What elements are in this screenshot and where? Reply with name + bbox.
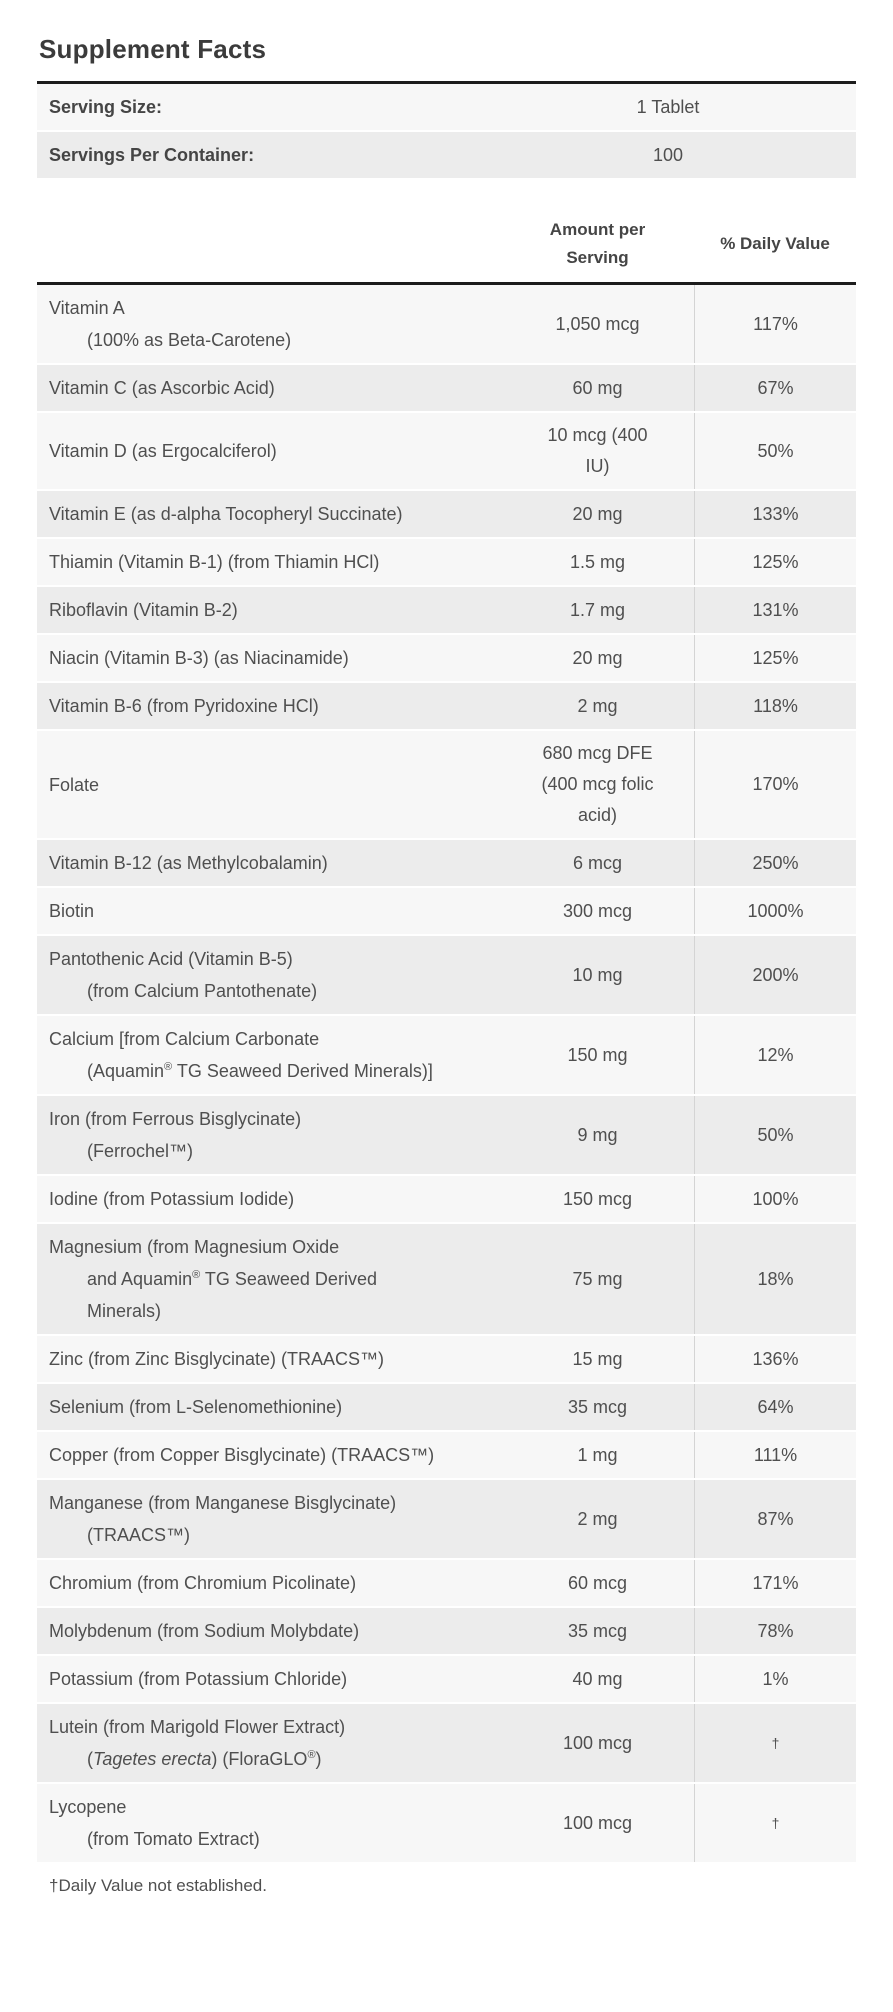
nutrient-daily-value: 125%	[694, 635, 856, 681]
nutrient-row	[37, 840, 856, 888]
serving-label: Serving Size:	[49, 96, 163, 117]
serving-value: 100	[652, 144, 684, 165]
nutrient-name	[37, 428, 501, 474]
nutrient-daily-value: 1000%	[694, 888, 856, 934]
nutrient-amount: 10 mcg (400 IU)	[547, 425, 648, 476]
nutrient-row	[37, 365, 856, 413]
nutrient-name-line: Copper (from Copper Bisglycinate) (TRAACS™)	[49, 1445, 435, 1465]
nutrient-name-line: Chromium (from Chromium Picolinate)	[49, 1573, 357, 1593]
nutrient-name	[37, 539, 501, 585]
nutrient-name	[37, 1560, 501, 1606]
nutrient-amount: 300 mcg	[562, 900, 633, 921]
nutrient-name-line: Potassium (from Potassium Chloride)	[49, 1669, 348, 1689]
nutrient-name	[37, 888, 501, 934]
nutrient-amount: 100 mcg	[562, 1812, 633, 1833]
nutrient-name-line: Selenium (from L-Selenomethionine)	[49, 1397, 343, 1417]
nutrient-name	[37, 1016, 501, 1094]
nutrient-row	[37, 1784, 856, 1864]
nutrient-row	[37, 1560, 856, 1608]
nutrients-table-header	[37, 216, 856, 282]
nutrient-name-line: Lutein (from Marigold Flower Extract)	[49, 1717, 346, 1737]
nutrient-row	[37, 1224, 856, 1336]
nutrient-name	[37, 1224, 501, 1334]
nutrient-row	[37, 731, 856, 840]
nutrient-subname: (Ferrochel™)	[87, 1141, 194, 1161]
serving-info-row	[37, 84, 856, 132]
nutrient-name-line: Vitamin B-12 (as Methylcobalamin)	[49, 853, 328, 873]
nutrient-name-line: Vitamin D (as Ergocalciferol)	[49, 441, 277, 461]
nutrient-name-line: Thiamin (Vitamin B-1) (from Thiamin HCl)	[49, 552, 380, 572]
nutrient-amount: 680 mcg DFE (400 mcg folic acid)	[541, 743, 654, 825]
nutrient-daily-value: †	[694, 1784, 856, 1862]
nutrient-name-line: Zinc (from Zinc Bisglycinate) (TRAACS™)	[49, 1349, 385, 1369]
nutrient-name-line: Niacin (Vitamin B-3) (as Niacinamide)	[49, 648, 349, 668]
nutrient-daily-value: 118%	[694, 683, 856, 729]
serving-info-table	[37, 81, 856, 180]
nutrient-name	[37, 1704, 501, 1782]
nutrient-name	[37, 1656, 501, 1702]
footnote-clip	[37, 1876, 856, 1895]
nutrient-amount: 150 mg	[567, 1044, 628, 1065]
nutrient-name-line: Vitamin C (as Ascorbic Acid)	[49, 378, 275, 398]
nutrient-name	[37, 1480, 501, 1558]
nutrient-daily-value: 100%	[694, 1176, 856, 1222]
nutrient-name-line: Molybdenum (from Sodium Molybdate)	[49, 1621, 360, 1641]
nutrient-amount: 15 mg	[572, 1348, 623, 1369]
nutrient-row	[37, 1608, 856, 1656]
nutrient-name-line: Riboflavin (Vitamin B-2)	[49, 600, 238, 620]
nutrient-subname: (from Calcium Pantothenate)	[87, 981, 318, 1001]
nutrient-amount: 75 mg	[572, 1268, 623, 1289]
nutrient-daily-value: 50%	[694, 413, 856, 489]
nutrient-amount: 2 mg	[577, 695, 618, 716]
nutrient-daily-value: 78%	[694, 1608, 856, 1654]
page-title: Supplement Facts	[39, 34, 267, 64]
nutrient-row	[37, 1432, 856, 1480]
nutrient-daily-value: 136%	[694, 1336, 856, 1382]
nutrient-name-line: Vitamin E (as d-alpha Tocopheryl Succinate)	[49, 504, 403, 524]
nutrient-daily-value: 250%	[694, 840, 856, 886]
nutrient-row	[37, 683, 856, 731]
nutrient-name-line: Biotin	[49, 901, 95, 921]
nutrient-row	[37, 1176, 856, 1224]
nutrient-subname: (Tagetes erecta) (FloraGLO®)	[87, 1749, 322, 1769]
nutrient-daily-value: 87%	[694, 1480, 856, 1558]
nutrient-name	[37, 683, 501, 729]
nutrient-name-line: Vitamin A	[49, 298, 125, 318]
nutrient-name-line: Iron (from Ferrous Bisglycinate)	[49, 1109, 302, 1129]
nutrient-daily-value: 18%	[694, 1224, 856, 1334]
nutrient-name	[37, 1336, 501, 1382]
nutrient-subname: Minerals)	[87, 1301, 162, 1321]
nutrient-name	[37, 1784, 501, 1862]
nutrient-amount: 60 mcg	[567, 1572, 628, 1593]
nutrient-subname: (100% as Beta-Carotene)	[87, 330, 292, 350]
nutrient-name-line: Lycopene	[49, 1797, 127, 1817]
nutrient-amount: 100 mcg	[562, 1732, 633, 1753]
nutrient-subname: (from Tomato Extract)	[87, 1829, 260, 1849]
nutrient-daily-value: 200%	[694, 936, 856, 1014]
nutrient-name	[37, 491, 501, 537]
serving-value: 1 Tablet	[636, 96, 700, 117]
nutrient-name	[37, 1176, 501, 1222]
nutrient-name-line: Vitamin B-6 (from Pyridoxine HCl)	[49, 696, 319, 716]
nutrient-row	[37, 635, 856, 683]
nutrient-name	[37, 365, 501, 411]
nutrient-daily-value: 125%	[694, 539, 856, 585]
nutrient-row	[37, 587, 856, 635]
nutrient-amount: 35 mcg	[567, 1396, 628, 1417]
nutrient-name	[37, 1384, 501, 1430]
nutrient-amount: 2 mg	[577, 1508, 618, 1529]
nutrient-row	[37, 1016, 856, 1096]
nutrient-daily-value: †	[694, 1704, 856, 1782]
nutrient-daily-value: 117%	[694, 285, 856, 363]
nutrient-row	[37, 1336, 856, 1384]
nutrient-name-line: Iodine (from Potassium Iodide)	[49, 1189, 295, 1209]
nutrient-name-line: Magnesium (from Magnesium Oxide	[49, 1237, 340, 1257]
nutrient-daily-value: 171%	[694, 1560, 856, 1606]
nutrient-name	[37, 587, 501, 633]
nutrient-daily-value: 50%	[694, 1096, 856, 1174]
nutrient-amount: 150 mcg	[562, 1188, 633, 1209]
nutrient-subname: (TRAACS™)	[87, 1525, 190, 1545]
nutrient-row	[37, 1384, 856, 1432]
daily-value-header: % Daily Value	[720, 234, 830, 253]
nutrient-name	[37, 1608, 501, 1654]
serving-label: Servings Per Container:	[49, 144, 255, 165]
nutrient-name	[37, 1432, 501, 1478]
nutrient-name	[37, 762, 501, 808]
nutrient-daily-value: 12%	[694, 1016, 856, 1094]
nutrient-subname: and Aquamin® TG Seaweed Derived	[87, 1269, 377, 1289]
nutrient-amount: 60 mg	[572, 377, 623, 398]
nutrient-amount: 40 mg	[572, 1668, 623, 1689]
nutrient-name	[37, 285, 501, 363]
nutrient-daily-value: 111%	[694, 1432, 856, 1478]
nutrient-name-line: Manganese (from Manganese Bisglycinate)	[49, 1493, 397, 1513]
nutrient-amount: 20 mg	[572, 647, 623, 668]
nutrient-row	[37, 1480, 856, 1560]
nutrient-daily-value: 67%	[694, 365, 856, 411]
nutrient-daily-value: 131%	[694, 587, 856, 633]
nutrient-row	[37, 491, 856, 539]
nutrient-amount: 6 mcg	[572, 852, 623, 873]
nutrient-row	[37, 285, 856, 365]
nutrient-row	[37, 413, 856, 491]
nutrient-amount: 10 mg	[572, 964, 623, 985]
nutrient-daily-value: 64%	[694, 1384, 856, 1430]
nutrient-name	[37, 635, 501, 681]
nutrient-row	[37, 539, 856, 587]
nutrient-subname: (Aquamin® TG Seaweed Derived Minerals)]	[87, 1061, 433, 1081]
nutrient-row	[37, 1656, 856, 1704]
serving-info-row	[37, 132, 856, 180]
nutrient-row	[37, 1096, 856, 1176]
nutrient-amount: 1.7 mg	[569, 599, 626, 620]
nutrients-table	[37, 282, 856, 1864]
nutrient-daily-value: 1%	[694, 1656, 856, 1702]
nutrient-daily-value: 133%	[694, 491, 856, 537]
nutrient-row	[37, 936, 856, 1016]
nutrient-amount: 1.5 mg	[569, 551, 626, 572]
nutrient-name-line: Folate	[49, 774, 100, 795]
nutrient-amount: 35 mcg	[567, 1620, 628, 1641]
nutrient-row	[37, 1704, 856, 1784]
nutrient-name	[37, 840, 501, 886]
nutrient-daily-value: 170%	[694, 731, 856, 838]
nutrient-name	[37, 1096, 501, 1174]
nutrient-amount: 1 mg	[577, 1444, 618, 1465]
nutrient-name	[37, 936, 501, 1014]
amount-per-serving-header: Amount per Serving	[549, 220, 646, 267]
nutrient-name-line: Calcium [from Calcium Carbonate	[49, 1029, 320, 1049]
nutrient-name-line: Pantothenic Acid (Vitamin B-5)	[49, 949, 293, 969]
footnote: †Daily Value not established.	[49, 1876, 267, 1895]
nutrient-amount: 9 mg	[577, 1124, 618, 1145]
nutrient-amount: 1,050 mcg	[555, 313, 640, 334]
nutrient-amount: 20 mg	[572, 503, 623, 524]
nutrient-row	[37, 888, 856, 936]
